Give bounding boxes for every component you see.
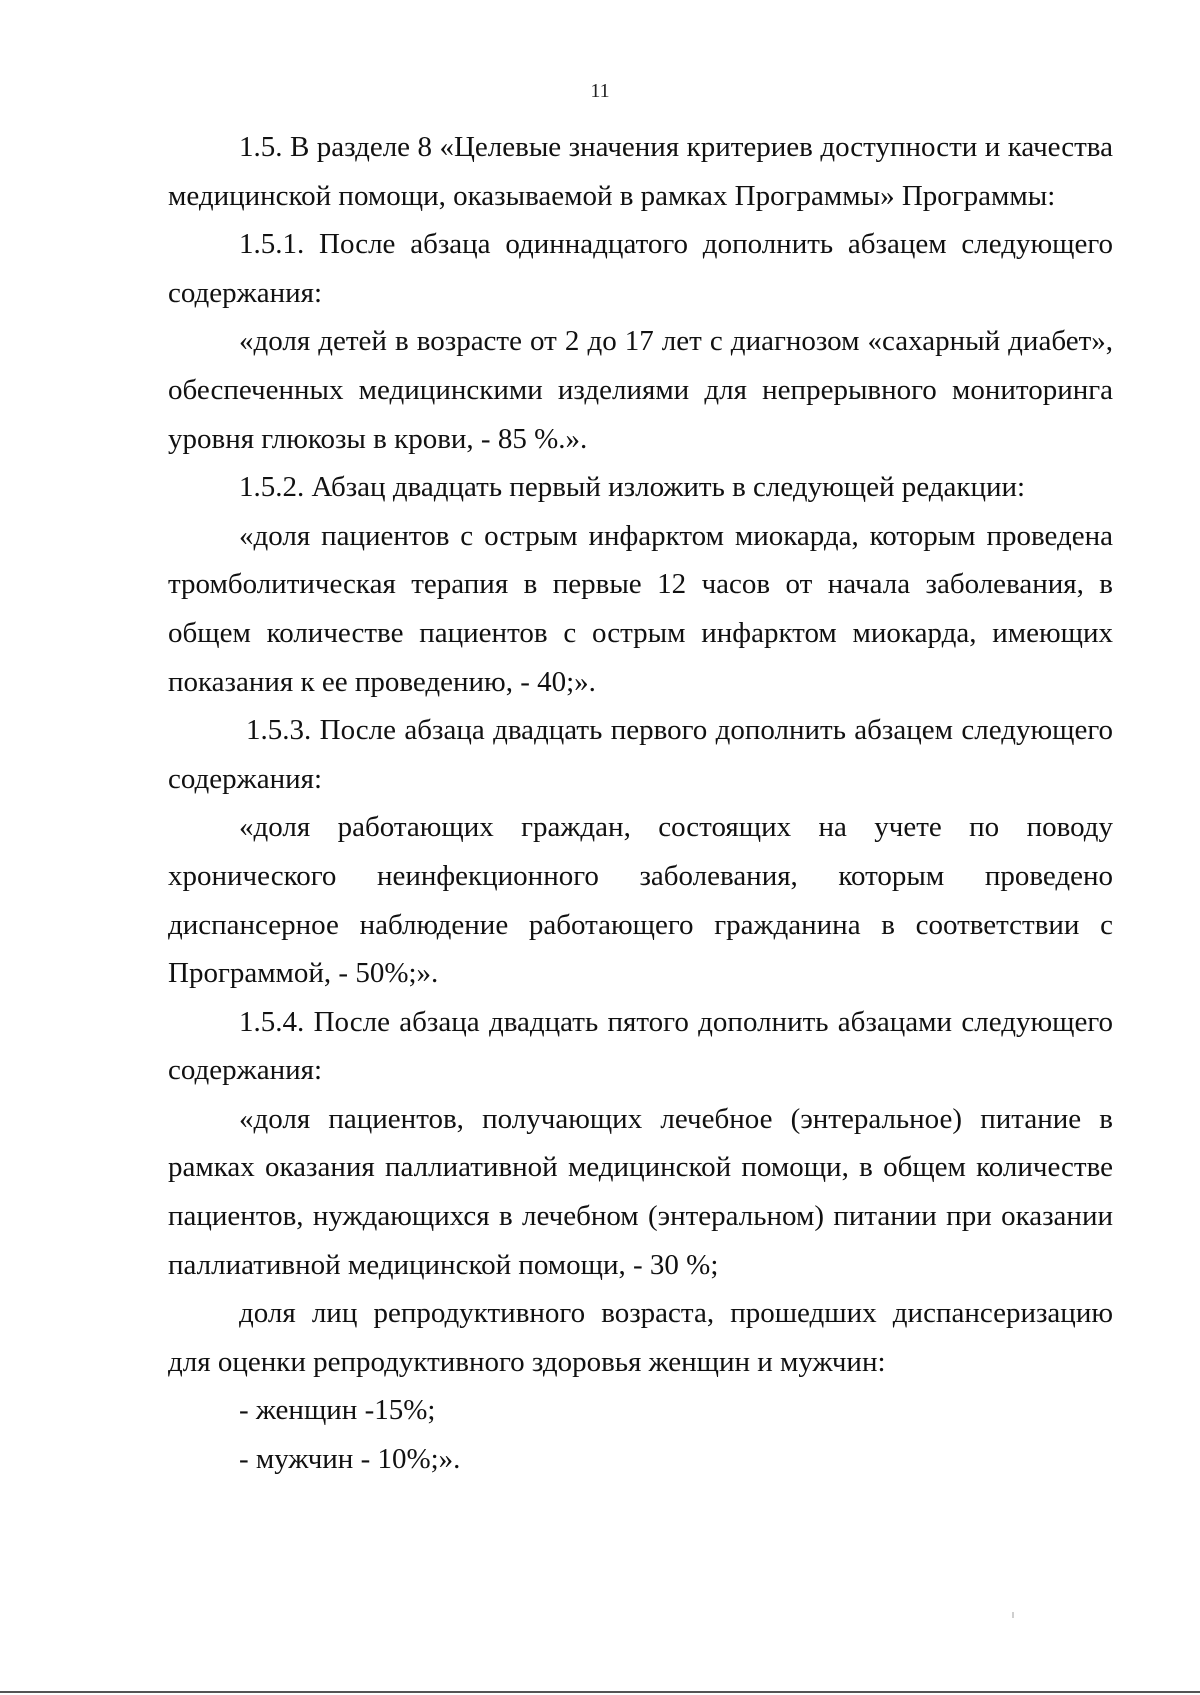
page-number: 11 bbox=[590, 80, 610, 102]
bottom-scan-edge bbox=[0, 1691, 1200, 1693]
paragraph-reproductive-age: доля лиц репродуктивного возраста, прошедших диспансеризацию для оценки репродуктивного здоровья женщин и мужчин: bbox=[168, 1297, 1113, 1378]
paragraph-quote-palliative-nutrition: «доля пациентов, получающих лечебное (энтеральное) питание в рамках оказания паллиативной медицинской помощи, в общем количестве пациентов, нуждающихся в лечебном (энтеральном) питании при оказании паллиативной медицинской помощи, - 30 %; bbox=[168, 1102, 1113, 1281]
scan-speck bbox=[1012, 1612, 1014, 1618]
paragraph-quote-children-diabetes: «доля детей в возрасте от 2 до 17 лет с диагнозом «сахарный диабет», обеспеченных медицинскими изделиями для непрерывного мониторинга уровня глюкозы в крови, - 85 %.». bbox=[168, 325, 1113, 455]
paragraph-1-5-4: 1.5.4. После абзаца двадцать пятого дополнить абзацами следующего содержания: bbox=[168, 1005, 1113, 1087]
paragraph-quote-working-citizens: «доля работающих граждан, состоящих на учете по поводу хронического неинфекционного заболевания, которым проведено диспансерное наблюдение работающего гражданина в соответствии с Программой, - 50%;». bbox=[168, 811, 1113, 990]
document-body bbox=[168, 123, 1113, 1484]
list-item-women: - женщин -15%; bbox=[239, 1394, 436, 1427]
paragraph-quote-infarction: «доля пациентов с острым инфарктом миокарда, которым проведена тромболитическая терапия в первые 12 часов от начала заболевания, в общем количестве пациентов с острым инфарктом миокарда, имеющих показания к ее проведению, - 40;». bbox=[168, 519, 1113, 698]
paragraph-1-5-1: 1.5.1. После абзаца одиннадцатого дополнить абзацем следующего содержания: bbox=[168, 228, 1113, 309]
list-item-men: - мужчин - 10%;». bbox=[239, 1443, 461, 1476]
paragraph-1-5: 1.5. В разделе 8 «Целевые значения критериев доступности и качества медицинской помощи, оказываемой в рамках Программы» Программы: bbox=[168, 131, 1113, 212]
paragraph-1-5-2: 1.5.2. Абзац двадцать первый изложить в следующей редакции: bbox=[239, 471, 1026, 504]
paragraph-1-5-3: 1.5.3. После абзаца двадцать первого дополнить абзацем следующего содержания: bbox=[168, 714, 1113, 795]
